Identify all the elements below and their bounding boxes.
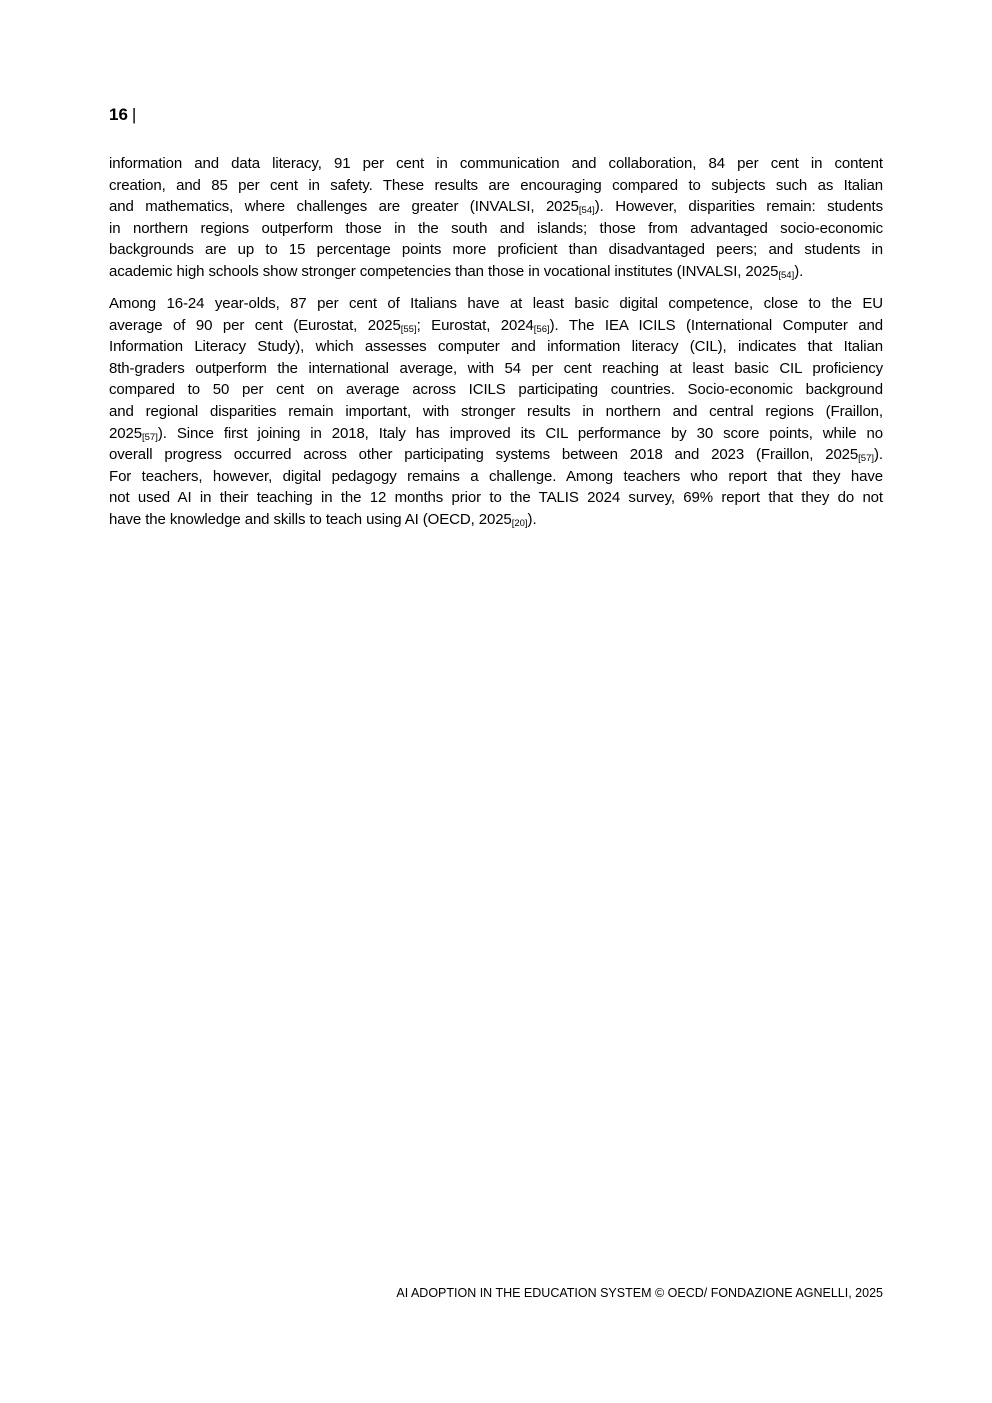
- text-segment: information and data literacy, 91 per cent in communication and collaboration, 84 per cent in content: [109, 155, 883, 172]
- text-line: [109, 239, 883, 261]
- text-line: [109, 175, 883, 197]
- citation-reference: [54]: [778, 269, 795, 281]
- text-line: [109, 444, 883, 466]
- text-segment: ).: [527, 511, 537, 528]
- page-number: 16: [109, 105, 128, 124]
- text-line: [109, 401, 883, 423]
- text-segment: and regional disparities remain important, with stronger results in northern and central regions (Fraillon,: [109, 403, 883, 421]
- text-segment: backgrounds are up to 15 percentage points more proficient than disadvantaged peers; and students in: [109, 241, 883, 259]
- text-line: [109, 509, 883, 531]
- document-body: [109, 153, 883, 541]
- text-segment: ). The IEA ICILS (International Computer and: [549, 316, 883, 334]
- text-segment: ). Since first joining in 2018, Italy has improved its CIL performance by 30 score points, while no: [157, 424, 883, 442]
- citation-reference: [54]: [578, 205, 595, 217]
- text-line: [109, 466, 883, 488]
- text-segment: average of 90 per cent (Eurostat, 2025: [109, 316, 401, 334]
- text-line: [109, 379, 883, 401]
- text-line: [109, 153, 883, 175]
- text-segment: 2025: [109, 424, 142, 442]
- text-line: [109, 423, 883, 445]
- text-line: [109, 293, 883, 315]
- text-segment: have the knowledge and skills to teach using AI (OECD, 2025: [109, 511, 512, 528]
- text-line: [109, 487, 883, 509]
- text-line: [109, 196, 883, 218]
- text-segment: academic high schools show stronger competencies than those in vocational institutes (INVALSI, 2025: [109, 262, 779, 280]
- citation-reference: [55]: [400, 323, 417, 335]
- text-segment: overall progress occurred across other participating systems between 2018 and 2023 (Fraillon, 2025: [109, 446, 859, 464]
- text-segment: in northern regions outperform those in the south and islands; those from advantaged socio-economic: [109, 219, 883, 237]
- paragraph: [109, 153, 883, 283]
- text-segment: For teachers, however, digital pedagogy remains a challenge. Among teachers who report that they have: [109, 467, 883, 485]
- page-number-separator: |: [131, 105, 137, 124]
- text-segment: not used AI in their teaching in the 12 months prior to the TALIS 2024 survey, 69% report that they do not: [109, 489, 883, 507]
- text-line: [109, 336, 883, 358]
- paragraph: [109, 293, 883, 531]
- citation-reference: [57]: [858, 453, 875, 465]
- text-segment: creation, and 85 per cent in safety. These results are encouraging compared to subjects such as Italian: [109, 176, 883, 194]
- text-segment: and mathematics, where challenges are greater (INVALSI, 2025: [109, 198, 579, 216]
- text-segment: 8th-graders outperform the international average, with 54 per cent reaching at least basic CIL proficiency: [109, 359, 883, 377]
- text-segment: ).: [794, 262, 804, 280]
- text-segment: ; Eurostat, 2024: [416, 316, 534, 334]
- text-line: [109, 315, 883, 337]
- page-number-header: [109, 105, 136, 125]
- text-segment: ).: [874, 446, 883, 464]
- citation-reference: [20]: [511, 518, 528, 529]
- citation-reference: [56]: [533, 323, 550, 335]
- page-footer: AI ADOPTION IN THE EDUCATION SYSTEM © OECD/ FONDAZIONE AGNELLI, 2025: [396, 1286, 883, 1300]
- text-segment: Information Literacy Study), which assesses computer and information literacy (CIL), indicates that Italian: [109, 338, 883, 356]
- text-line: [109, 218, 883, 240]
- text-segment: ). However, disparities remain: students: [594, 198, 883, 216]
- text-line: [109, 261, 883, 283]
- text-segment: compared to 50 per cent on average across ICILS participating countries. Socio-economic background: [109, 381, 883, 399]
- citation-reference: [57]: [141, 431, 158, 443]
- text-segment: Among 16-24 year-olds, 87 per cent of Italians have at least basic digital competence, close to the EU: [109, 295, 883, 313]
- text-line: [109, 358, 883, 380]
